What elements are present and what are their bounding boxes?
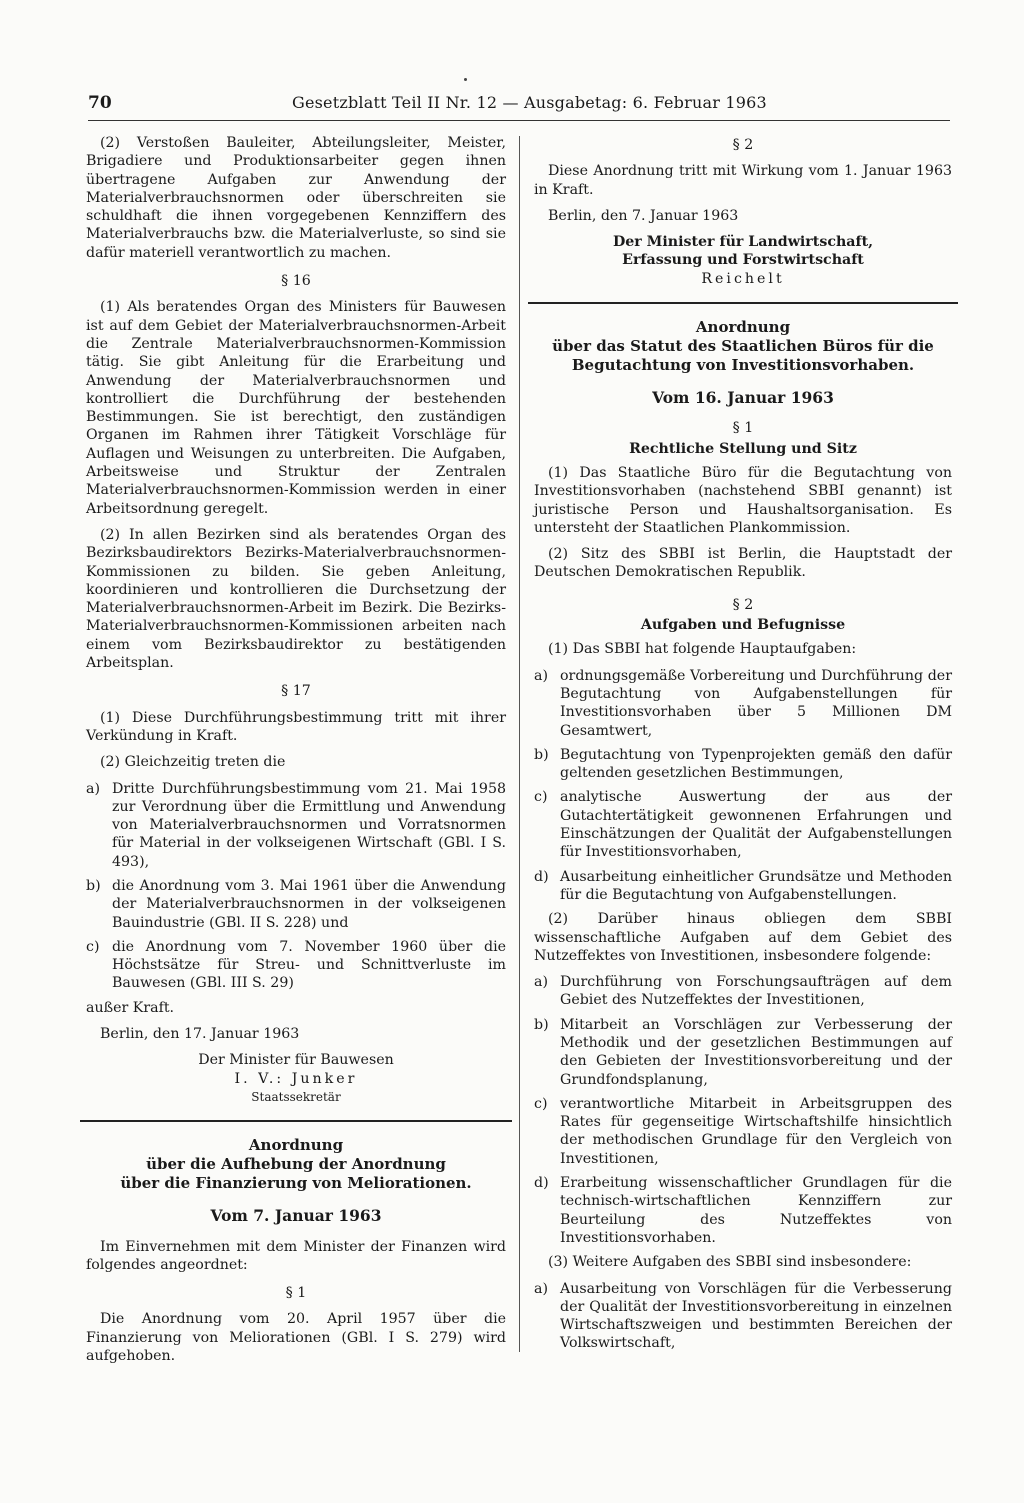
signer-name: Reichelt [701, 270, 785, 287]
paragraph: Im Einvernehmen mit dem Minister der Finanzen wird folgendes angeordnet: [86, 1238, 506, 1273]
section-subheading: Aufgaben und Befugnisse [640, 617, 846, 634]
section-heading: § 16 [281, 273, 311, 290]
ordinance-title: über die Aufhebung der Anordnung [146, 1155, 446, 1174]
signer-title: Erfassung und Forstwirtschaft [622, 252, 864, 269]
left-column [86, 134, 506, 1373]
list-item [534, 667, 952, 740]
list-item [534, 1280, 952, 1353]
paragraph: (2) In allen Bezirken sind als beratendes Organ des Bezirksbaudirektors Bezirks-Materialverbrauchsnormen-Kommissionen zu bilden. Sie geben Anleitung, koordinieren und kontrollieren die Durchsetzung der Materialverbrauchsnormen-Arbeit im Bezirk. Die Bezirks-Materialverbrauchsnormen-Kommissionen arbeiten nach einem vom Bezirksbaudirektor zu bestätigenden Arbeitsplan. [86, 526, 506, 672]
list-item [86, 938, 506, 993]
page-number: 70 [88, 93, 112, 113]
place-date: Berlin, den 17. Januar 1963 [100, 1026, 300, 1043]
signer-name: I. V.: Junker [234, 1070, 358, 1087]
section-heading: § 1 [285, 1285, 307, 1302]
paragraph: (2) Gleichzeitig treten die [100, 754, 286, 771]
running-head: Gesetzblatt Teil II Nr. 12 — Ausgabetag: 6. Februar 1963 [292, 93, 767, 112]
list-label: b) [534, 1016, 549, 1033]
place-date: Berlin, den 7. Januar 1963 [548, 207, 739, 224]
list-text: analytische Auswertung der aus der Gutachtertätigkeit gewonnenen Erfahrungen und Einschätzungen der Qualität der Aufgabenstellungen für Investitionsvorhaben, [560, 789, 952, 861]
list-label: c) [86, 938, 100, 955]
paragraph: Diese Anordnung tritt mit Wirkung vom 1. Januar 1963 in Kraft. [534, 163, 952, 198]
section-rule [80, 1120, 512, 1122]
section-heading: § 17 [281, 683, 311, 700]
print-speck [464, 78, 467, 81]
paragraph: (3) Weitere Aufgaben des SBBI sind insbesondere: [548, 1254, 912, 1271]
paragraph: Die Anordnung vom 20. April 1957 über die Finanzierung von Meliorationen (GBl. I S. 279) wird aufgehoben. [86, 1311, 506, 1365]
list-text: ordnungsgemäße Vorbereitung und Durchführung der Begutachtung von Aufgabenstellungen für Investitionsvorhaben über 5 Millionen DM Gesamtwert, [560, 667, 952, 739]
signer-role: Staatssekretär [251, 1089, 341, 1104]
list-label: a) [534, 1280, 548, 1297]
list-label: a) [534, 667, 548, 684]
list-text: Dritte Durchführungsbestimmung vom 21. Mai 1958 zur Verordnung über die Ermittlung und Anwendung von Materialverbrauchsnormen und Vorratsnormen für Material in der volkseigenen Wirtschaft (GBl. I S. 493), [112, 780, 506, 870]
list-item [534, 973, 952, 1010]
ordinance-title: über das Statut des Staatlichen Büros für die [552, 337, 934, 356]
list-item [534, 788, 952, 861]
section-rule [528, 302, 958, 304]
signer-title: Der Minister für Landwirtschaft, [612, 234, 874, 251]
list-item [534, 1095, 952, 1168]
list-item [534, 746, 952, 783]
list-text: die Anordnung vom 3. Mai 1961 über die Anwendung der Materialverbrauchsnormen in der volkseigenen Bauindustrie (GBl. II S. 228) und [112, 877, 506, 931]
section-heading: § 1 [732, 420, 754, 437]
list-item [534, 868, 952, 905]
list-label: b) [86, 877, 101, 894]
section-heading: § 2 [732, 596, 754, 613]
paragraph: außer Kraft. [86, 999, 175, 1016]
page-header [88, 93, 948, 117]
list-text: Mitarbeit an Vorschlägen zur Verbesserung der Methodik und der gesetzlichen Bestimmungen auf den Gebieten der Investitionsvorbereitung und der Grundfondsplanung, [560, 1016, 952, 1088]
ordinance-title: Anordnung [248, 1136, 344, 1155]
paragraph: (1) Als beratendes Organ des Ministers für Bauwesen ist auf dem Gebiet der Materialverbrauchsnormen-Arbeit die Zentrale Materialverbrauchsnormen-Kommission tätig. Sie gibt Anleitung für die Erarbeitung und Anwendung der Materialverbrauchsnormen und kontrolliert die Durchführung der bestehenden Bestimmungen. Sie ist berechtigt, den zuständigen Organen im Rahmen ihrer Tätigkeit Vorschläge für Auflagen und Weisungen zu unterbreiten. Die Aufgaben, Arbeitsweise und Struktur der Zentralen Materialverbrauchsnormen-Kommission werden in einer Arbeitsordnung geregelt. [86, 299, 506, 517]
paragraph: (1) Das Staatliche Büro für die Begutachtung von Investitionsvorhaben (nachstehend SBBI genannt) ist juristische Person und Haushaltsorganisation. Es untersteht der Staatlichen Plankommission. [534, 464, 952, 536]
list-label: d) [534, 1175, 549, 1192]
list-item [86, 780, 506, 871]
ordinance-date: Vom 16. Januar 1963 [652, 388, 834, 408]
list-label: a) [86, 780, 100, 797]
paragraph: (2) Verstoßen Bauleiter, Abteilungsleiter, Meister, Brigadiere und Produktionsarbeiter gegen ihnen übertragene Aufgaben zur Anwendung der Materialverbrauchsnormen oder überschreiten sie schuldhaft die ihnen vorgegebenen Kennziffern des Materialverbrauchs bzw. die Materialverluste, so sind sie dafür materiell verantwortlich zu machen. [86, 135, 506, 261]
ordinance-title: über die Finanzierung von Meliorationen. [120, 1174, 472, 1193]
section-heading: § 2 [732, 137, 754, 153]
paragraph: (1) Das SBBI hat folgende Hauptaufgaben: [548, 641, 857, 658]
right-column [534, 134, 952, 1359]
list-item [534, 1174, 952, 1247]
list-item [86, 877, 506, 932]
list-label: b) [534, 746, 549, 763]
list-text: Durchführung von Forschungsaufträgen auf dem Gebiet des Nutzeffektes der Investitionen, [560, 974, 952, 1009]
column-divider [519, 136, 520, 1352]
paragraph: (1) Diese Durchführungsbestimmung tritt mit ihrer Verkündung in Kraft. [86, 709, 506, 744]
paragraph: (2) Darüber hinaus obliegen dem SBBI wissenschaftliche Aufgaben auf dem Gebiet des Nutzeffektes von Investitionen, insbesondere folgende: [534, 911, 952, 964]
list-text: Ausarbeitung von Vorschlägen für die Verbesserung der Qualität der Investitionsvorbereitung in einzelnen Wirtschaftszweigen und bestimmten Bereichen der Volkswirtschaft, [560, 1280, 952, 1352]
list-label: d) [534, 868, 549, 885]
ordinance-title: Anordnung [695, 318, 791, 337]
ordinance-date: Vom 7. Januar 1963 [210, 1206, 382, 1226]
header-rule [88, 120, 950, 121]
ordinance-title: Begutachtung von Investitionsvorhaben. [571, 356, 915, 375]
section-subheading: Rechtliche Stellung und Sitz [629, 440, 857, 457]
list-item [534, 1016, 952, 1089]
list-text: die Anordnung vom 7. November 1960 über die Höchstsätze für Streu- und Schnittverluste im Bauwesen (GBl. III S. 29) [112, 938, 506, 992]
signer-title: Der Minister für Bauwesen [198, 1052, 394, 1069]
paragraph: (2) Sitz des SBBI ist Berlin, die Hauptstadt der Deutschen Demokratischen Republik. [534, 546, 952, 581]
list-text: Begutachtung von Typenprojekten gemäß den dafür geltenden gesetzlichen Bestimmungen, [560, 746, 952, 782]
list-label: c) [534, 789, 548, 806]
list-label: c) [534, 1095, 548, 1112]
list-text: Erarbeitung wissenschaftlicher Grundlagen für die technisch-wirtschaftlichen Kennziffern zur Beurteilung des Nutzeffektes von Investitionsvorhaben. [560, 1175, 952, 1246]
list-text: Ausarbeitung einheitlicher Grundsätze und Methoden für die Begutachtung von Aufgabenstellungen. [560, 868, 952, 903]
list-label: a) [534, 974, 548, 991]
list-text: verantwortliche Mitarbeit in Arbeitsgruppen des Rates für gegenseitige Wirtschaftshilfe hinsichtlich der methodischen Grundlage für den Vergleich von Investitionen, [560, 1095, 952, 1167]
